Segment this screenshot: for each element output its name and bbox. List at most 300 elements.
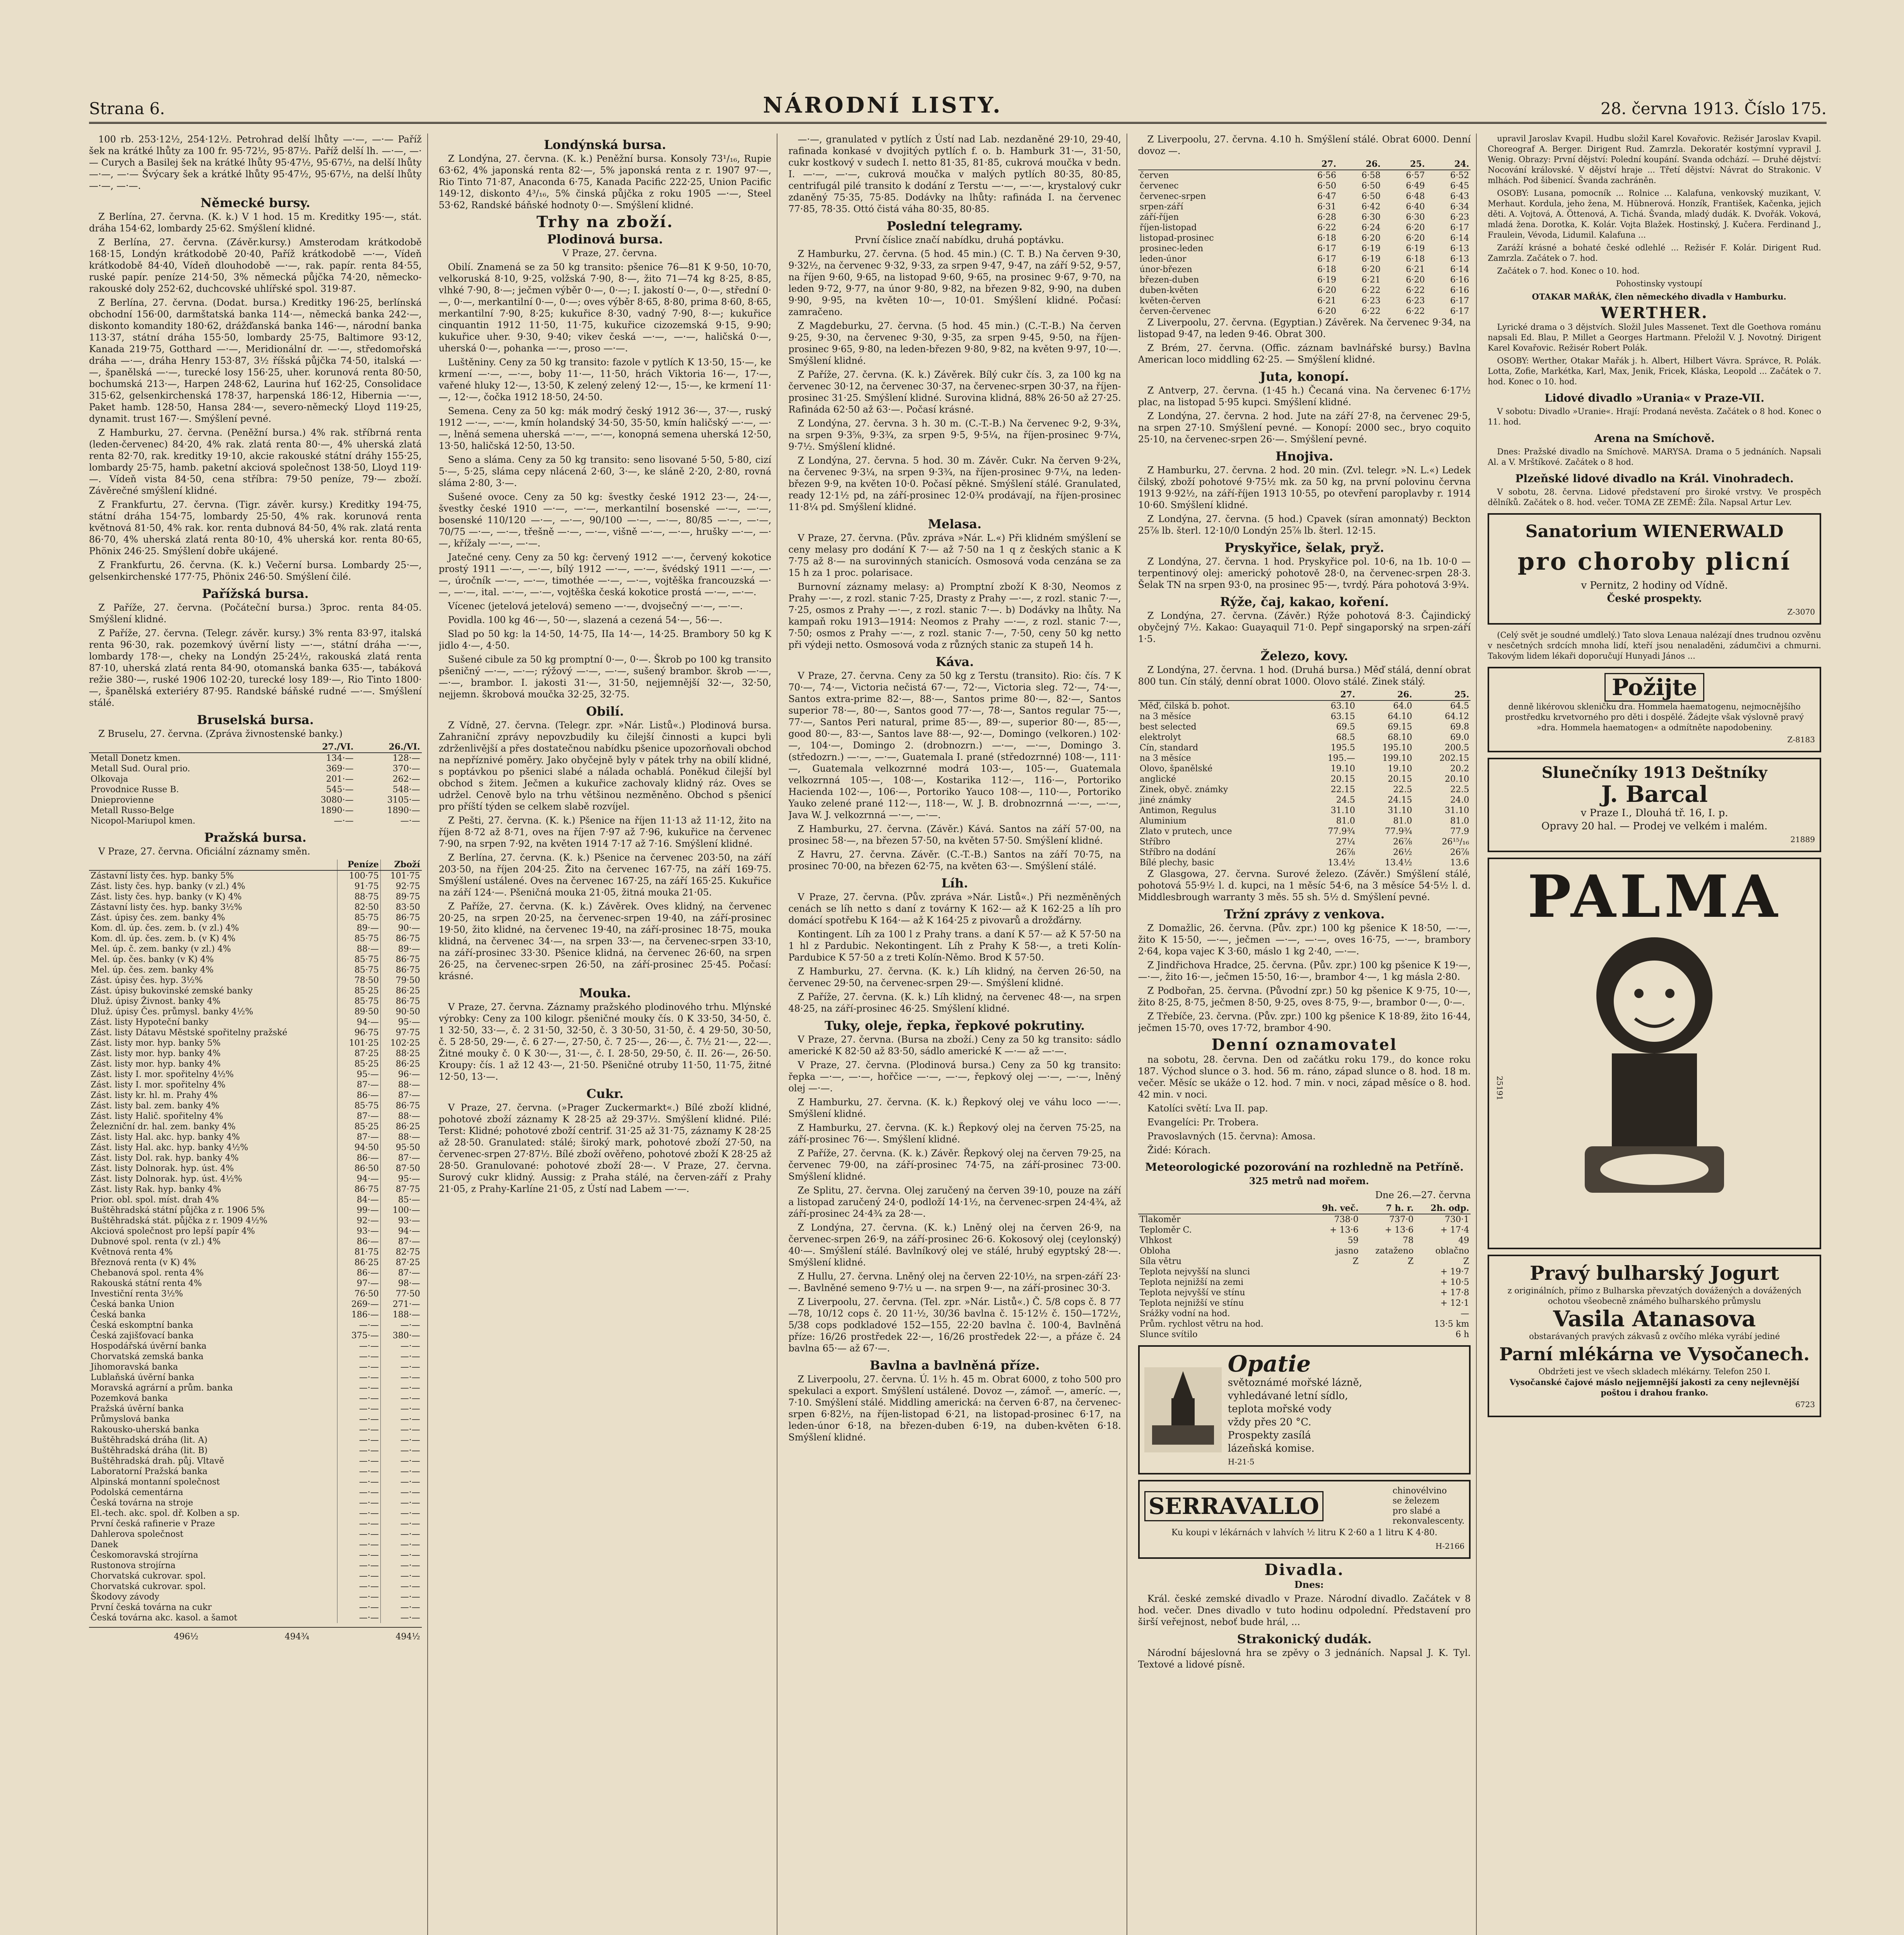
row-value: 86·75 <box>337 1184 381 1195</box>
row-label: červenec-srpen <box>1139 192 1206 201</box>
table-row <box>89 1508 422 1519</box>
row-value: 85·75 <box>337 996 381 1007</box>
row-label: Březnová renta (v K) 4% <box>91 1258 196 1267</box>
row-value: 86·— <box>337 1153 381 1163</box>
table-header: 2h. odp. <box>1415 1203 1471 1214</box>
table-row <box>89 1268 422 1278</box>
table-row <box>89 1226 422 1236</box>
paris-report-2: Z Paříže, 27. června. (Telegr. závěr. kursy.) 3% renta 83·97, italská renta 96·30, rak. pozemkový úvěrní listy —·—, státní dráha —·—, lombardy 178·—, cheky na Londýn 25·24½, rakouská zlatá renta 87·10, uherská zlatá renta 84·90, otomanská banka 635·—, tabáková režie 380·—, ruské 1906 102·20, turecké losy 189·—, Rio Tinto 1800·—, španělská exteriéry 87·95. Randské báňské rudné —·—. Smýšlení stálé. <box>89 628 422 708</box>
palma-name: PALMA <box>1527 863 1782 931</box>
row-value: 6·22 <box>1406 307 1425 316</box>
row-value: 85·25 <box>337 1122 381 1132</box>
table-row <box>89 1539 422 1550</box>
row-value: 188·— <box>380 1310 421 1320</box>
table-header: 27. <box>1293 159 1338 170</box>
table-header: 7 h. r. <box>1360 1203 1415 1214</box>
row-value: 86·75 <box>380 954 421 965</box>
molasses-heading: Melasa. <box>928 517 982 531</box>
table-header: 27. <box>1304 690 1357 700</box>
row-value: 13.4½ <box>1328 858 1355 868</box>
table-row <box>89 1466 422 1477</box>
row-value: —·— <box>337 1362 381 1372</box>
table-row <box>89 1519 422 1529</box>
row-value: 195.5 <box>1330 743 1355 753</box>
row-value: Z <box>1463 1257 1469 1266</box>
table-row <box>89 1007 422 1017</box>
table-header: 9h. več. <box>1307 1203 1360 1214</box>
row-value: 6·47 <box>1317 192 1336 201</box>
row-label: Dluž. úpisy Živnost. banky 4% <box>91 997 221 1006</box>
fats-report-8: Z Hullu, 27. června. Lněný olej na červen 22·10½, na srpen-září 23·—. Bavlněné semeno 9·7½ u —. na srpen 9·—, na září-prosinec 30·3. <box>788 1271 1121 1293</box>
table-row <box>89 1080 422 1090</box>
row-value: Z <box>1407 1257 1414 1266</box>
row-value: 77.9¾ <box>1385 827 1412 836</box>
row-label: První česká továrna na cukr <box>91 1603 212 1612</box>
grain-vienna: Z Vídně, 27. června. (Telegr. zpr. »Nár. Listů«.) Plodinová bursa. Zahraniční zprávy nepovzbudily ku čilejší činnosti a kupci byli zdrženlivější a přes dostatečnou nabídku pšenice upozorňovali obchod na nepříznivé poměry. Jako obyčejně byly v pátek trhy na obilí klidné, s poptávkou po pšenici slabé a nálada ochablá. Poněkud čilejší byl obchod s žitem. Ječmen a kukuřice zachovaly klidný ráz. Oves se udržel. Cenově bylo na trhu většinou nezměněno. Obchod s pšenicí pro příští týden se celkem slabě rozvíjel. <box>438 720 772 812</box>
table-row <box>89 881 422 892</box>
row-value: 13·5 km <box>1434 1319 1469 1329</box>
row-value: —·— <box>380 1372 421 1383</box>
row-value: 20.10 <box>1445 774 1469 784</box>
row-value: + 10·5 <box>1440 1277 1469 1287</box>
pozijte-title: Požijte <box>1604 673 1704 702</box>
row-label: Síla větru <box>1139 1257 1182 1266</box>
row-value: 6·13 <box>1450 244 1469 253</box>
country-jindrichuv-hradec: Z Jindřichova Hradce, 25. června. (Pův. zpr.) 100 kg pšenice K 19·—, —·—, žito 16·—, ječmen 15·50, 16·—, brambor 4·—, 1 kg másla 2·80. <box>1138 960 1471 982</box>
coffee-hamburg: Z Hamburku, 27. června. (Závěr.) Kává. Santos na září 57·00, na prosinec 58·—, na březen 57·50, na květen 57·50. Smýšlení klidné. <box>788 824 1121 846</box>
telegram-london-1: Z Londýna, 27. června. 3 h. 30 m. (C.-T.-B.) Na červenec 9·2, 9·3¾, na srpen 9·3⅝, 9·3¾, za srpen 9·5, 9·5¼, na říjen-prosinec 9·7¼, 9·7½. Smýšlení klidné. <box>788 418 1121 452</box>
grain-paris: Z Paříže, 27. června. (K. k.) Závěrek. Oves klidný, na červenec 20·25, na srpen 20·25, na červenec-srpen 19·40, na září-prosinec 19·50, žito klidné, na červenec 19·40, na září-prosinec 18·75, mouka klidná, na červenec 34·—, na srpen 33·—, na červenec-srpen 33·10, na září-prosinec 33·30. Pšenice klidná, na červenec 26·60, na srpen 26·25, na červenec-srpen 26·50, na září-prosinec 25·45. Počasí: krásné. <box>438 901 772 981</box>
row-label: jiné známky <box>1139 795 1192 805</box>
row-value: 85·75 <box>337 913 381 923</box>
row-label: Průmyslová banka <box>91 1414 170 1424</box>
exchange-intro: 100 rb. 253·12½, 254·12½. Petrohrad delší lhůty —·—, —·— Paříž šek na krátké lhůty za 100 fr. 95·72½, 95·87½. Paříž delší lh. —·—, —·— Curych a Basilej šek na krátké lhůty 95·47½, 95·67½, na delší lhůty —·—, —·— Švýcary šek a krátké lhůty 95·47½, 95·67½, na delší lhůty —·—, —·—. <box>89 134 422 191</box>
row-value: 77.9 <box>1450 827 1469 836</box>
daily-notice-catholic: Katolíci světí: Lva II. pap. <box>1147 1103 1268 1114</box>
table-row <box>1138 275 1471 285</box>
cast-text-4: Začátek o 7. hod. Konec o 10. hod. <box>1497 266 1640 276</box>
jogurt-name: Vasila Atanasova <box>1553 1306 1756 1332</box>
row-value: 6·50 <box>1361 192 1381 201</box>
table-row <box>1138 243 1471 254</box>
row-value: + 12·1 <box>1440 1298 1469 1308</box>
table-row <box>89 1529 422 1539</box>
meteo-date: Dne 26.—27. června <box>1375 1190 1471 1200</box>
row-label: Zinek, obyč. známky <box>1139 785 1228 795</box>
cotton-report: Z Liverpoolu, 27. června. Ú. 1½ h. 45 m. Obrat 6000, z toho 500 pro spekulaci a export. Smýšlení ustálené. Dovoz —, zámoř. —, ameríc. —, 7·10. Smýšlení stálé. Middling americká: na červen 6·87, na červenec-srpen 6·82½, na říjen-listopad 6·21, na listopad-prosinec 6·17, na leden-únor 6·18, na březen-duben 6·19, na duben-květen 6·18. Smýšlení klidné. <box>788 1374 1121 1443</box>
row-value: —·— <box>380 1445 421 1456</box>
row-value: —·— <box>380 1613 421 1623</box>
wienerwald-ad <box>1488 513 1821 625</box>
row-value: 93·— <box>380 1216 421 1226</box>
fats-heading: Tuky, oleje, řepka, řepkové pokrutiny. <box>824 1018 1085 1033</box>
row-label: Zást. listy Hal. akc. hyp. banky 4½% <box>91 1143 248 1152</box>
row-value: 87·— <box>380 1236 421 1247</box>
row-label: červen-červenec <box>1139 307 1211 316</box>
church-illustration <box>1144 1367 1222 1452</box>
table-row <box>1138 191 1471 202</box>
row-value: 6·18 <box>1317 233 1336 243</box>
row-value: 6·45 <box>1450 181 1469 191</box>
prague-report: V Praze, 27. června. Oficiální záznamy směn. <box>98 846 310 857</box>
row-value: 89·75 <box>380 892 421 902</box>
row-value: 87·— <box>380 1268 421 1278</box>
row-value: 86·25 <box>380 1059 421 1069</box>
column-4 <box>1138 134 1477 1935</box>
row-value: 92·75 <box>380 881 421 892</box>
row-label: Prům. rychlost větru na hod. <box>1139 1319 1264 1329</box>
barcal-name: J. Barcal <box>1601 781 1708 807</box>
row-value: 85·25 <box>337 986 381 996</box>
row-label: Moravská agrární a prům. banka <box>91 1383 233 1393</box>
table-header: Zboží <box>380 860 421 870</box>
row-label: Mel. úp. čes. banky (v K) 4% <box>91 955 214 964</box>
row-value: 20.15 <box>1388 774 1412 784</box>
row-value <box>1307 1329 1360 1340</box>
row-value: jasno <box>1336 1246 1359 1256</box>
prague-footer <box>89 1632 422 1642</box>
row-value: 6·16 <box>1450 275 1469 285</box>
grain-heading: Obilí. <box>586 704 624 719</box>
row-value <box>1307 1319 1360 1329</box>
table-row <box>89 1299 422 1310</box>
row-value: —·— <box>337 1425 381 1435</box>
resin-heading: Pryskyřice, šelak, pryž. <box>1224 540 1384 555</box>
row-label: únor-březen <box>1139 265 1192 274</box>
row-value: 93·— <box>337 1226 381 1236</box>
row-label: Lublaňská úvěrní banka <box>91 1373 195 1382</box>
row-value: 24.15 <box>1388 795 1412 805</box>
table-row <box>1138 784 1471 795</box>
table-row <box>89 1320 422 1331</box>
frankfurt-report: Z Frankfurtu, 27. června. (Tigr. závěr. kursy.) Kreditky 194·75, státní dráha 154·75, lombardy 25·50, 4% rak. korunová renta květnová 81·50, 4% rak. kor. renta dubnová 84·50, 4% rak. zlatá renta 86·70, 4% uherská zlatá renta 80·10, 4% uherská kor. renta 80·65, Phönix 246·25. Smýšlení dobře ukájené. <box>89 499 422 557</box>
row-value: 6·30 <box>1361 212 1381 222</box>
grain-berlin: Z Berlína, 27. června. (K. k.) Pšenice na červenec 203·50, na září 203·50, na říjen 204·25. Žito na červenec 167·75, na září 169·75. Smýšlení ustálené. Oves na červenec 167·25, na září 165·25. Kukuřice na září 124·—. Pšeničná mouka 21·05, žitná mouka 21·05. <box>438 852 772 898</box>
row-value: —·— <box>380 1320 421 1331</box>
row-label: Zást. úpisy čes. zem. banky 4% <box>91 913 225 923</box>
row-label: Buštěhradská státní půjčka z r. 1906 5% <box>91 1206 265 1215</box>
row-value: 6·20 <box>1406 233 1425 243</box>
werther-cast: OSOBY: Werther, Otakar Mařák j. h. Albert, Hilbert Vávra. Správce, R. Polák. Lotta, Zofie, Markétka, Karl, Max, Jenik, Fricek, Kláska, Leopold ... Začátek o 7. hod. Konec o 10. hod. <box>1488 356 1821 386</box>
row-value: 6·18 <box>1317 265 1336 274</box>
frankfurt-report-2: Z Frankfurtu, 26. června. (K. k.) Večerní bursa. Lombardy 25·—, gelsenkirchenské 177·75, Phönix 246·50. Smýšlení čilé. <box>89 560 422 582</box>
table-row <box>89 1027 422 1038</box>
row-value: —·— <box>337 1581 381 1592</box>
table-row <box>1138 816 1471 826</box>
prague-bourse-heading: Pražská bursa. <box>204 830 306 845</box>
table-row <box>89 944 422 954</box>
row-label: Jihomoravská banka <box>91 1362 178 1372</box>
row-label: Pozemková banka <box>91 1394 168 1403</box>
row-label: Zást. listy Halič. spořitelny 4% <box>91 1111 223 1121</box>
produce-vetch: Vícenec (jetelová jetelová) semeno —·—, dvojsečný —·—, —·—. <box>448 601 743 611</box>
row-label: Zást. listy čes. hyp. banky (v zl.) 4% <box>91 882 245 891</box>
metals-report: Z Londýna, 27. června. 1 hod. (Druhá bursa.) Měď stálá, denní obrat 800 tun. Cín stálý, denní obrat 1000. Olovo stálé. Zinek stálý. <box>1138 664 1471 687</box>
row-value: 86·— <box>337 1236 381 1247</box>
table-row <box>89 1498 422 1508</box>
row-value: 86·25 <box>337 1257 381 1268</box>
row-value: 87·25 <box>337 1048 381 1059</box>
guest-note: Pohostinsky vystoupí <box>1616 279 1702 288</box>
table-row <box>1138 306 1471 317</box>
row-value: 186·— <box>337 1310 381 1320</box>
table-header: 24. <box>1426 159 1471 170</box>
row-value: —·— <box>380 1435 421 1445</box>
row-label: elektrolyt <box>1139 733 1181 742</box>
row-value: 134·— <box>326 753 354 763</box>
berlin-report-3: Z Berlína, 27. června. (Dodat. bursa.) Kreditky 196·25, berlínská obchodní 156·00, darmštatská banka 114·—, německá banka 242·—, diskonto komandity 180·62, drážďanská banka 146·—, národní banka 113·37, státní dráha 155·50, lombardy 25·75, Baltimore 93·12, Kanada 219·75, Gotthard —·—, Meridionální dr. —·—, středomořská dráha —·—, dráha Henry 153·87, 3½ říšská půjčka 74·50, italská —·—, španělská —·—, turecké losy 156·25, uher. korunová renta 80·50, bochumská 213·—, Harpen 248·62, Laurina huť 162·25, Consolidace 315·62, gelsenkirchenská 178·37, harpenská 186·12, Hibernia —·—, Paket hamb. 128·50, Hansa 284·—, severo-německý Lloyd 119·25, dynamit. trust 167·—. Smýšlení pevné. <box>89 297 422 424</box>
fats-report: V Praze, 27. června. (Bursa na zboží.) Ceny za 50 kg transito: sádlo americké K 82·50 až 83·50, sádlo americké K —·— až —·—. <box>788 1034 1121 1057</box>
table-row <box>89 1393 422 1404</box>
row-value: 101·75 <box>380 870 421 881</box>
row-value: —·— <box>380 1393 421 1404</box>
row-value: 6·21 <box>1361 275 1381 285</box>
row-value: —·— <box>337 1508 381 1519</box>
row-label: Teploměr C. <box>1139 1225 1192 1235</box>
berlin-report-2: Z Berlína, 27. června. (Závěr.kursy.) Amsterodam krátkodobě 168·15, Londýn krátkodobě 20·40, Paříž krátkodobě —·—, Vídeň krátkodobě 84·40, Vídeň dlouhodobě —·—, rak. papír. renta 84·55, ruské papír. peníze 214·50, 3% německá půjčka 74·20, německo-rakouské doly 252·62, duchcovské uhlířské spol. 319·87. <box>89 237 422 294</box>
table-row <box>89 923 422 933</box>
row-label: Teplota nejnižší ve stínu <box>1139 1298 1244 1308</box>
row-label: Kom. dl. úp. čes. zem. b. (v zl.) 4% <box>91 923 239 933</box>
row-label: Dubnové spol. renta (v zl.) 4% <box>91 1237 221 1247</box>
row-label: Dahlerova společnost <box>91 1529 183 1539</box>
row-label: duben-květen <box>1139 286 1199 295</box>
row-value: 6·18 <box>1406 254 1425 264</box>
row-label: na 3 měsíce <box>1139 753 1191 763</box>
row-value: 69.0 <box>1450 733 1469 742</box>
row-label: Zást. listy čes. hyp. banky (v K) 4% <box>91 892 242 902</box>
row-value: 128·— <box>392 753 420 763</box>
hamburg-report: Z Hamburku, 27. června. (Peněžní bursa.) 4% rak. stříbrná renta (leden-červenec) 84·20, 4% rak. zlatá renta 80·—, 4% uherská zlatá renta 82·70, rak. kreditky 19·10, akcie rakouské státní dráhy 155·25, lombardy 25·75, hamb. paketní akciová společnost 138·50, Lloyd 119·—. Vídeň vista 84·50, cena stříbra: 79·50 peníze, 79·— zboží. Závěrečné smýšlení klidné. <box>89 427 422 496</box>
row-value: 78·50 <box>337 975 381 986</box>
jute-heading: Juta, konopí. <box>1260 369 1349 384</box>
row-value: 88·— <box>380 1132 421 1142</box>
jogurt-text-4: Vysočanské čajové máslo nejjemnější jakosti za ceny nejlevnější poštou i drahou franko. <box>1509 1377 1800 1397</box>
row-label: Slunce svítilo <box>1139 1330 1198 1339</box>
row-label: Mel. úp. č. zem. banky (v zl.) 4% <box>91 944 231 954</box>
row-value: 6·17 <box>1450 223 1469 233</box>
table-row <box>89 1278 422 1289</box>
row-label: září-říjen <box>1139 212 1179 222</box>
row-label: Metall Donetz kmen. <box>91 753 181 763</box>
play-title: Strakonický dudák. <box>1237 1632 1372 1646</box>
table-row <box>89 1560 422 1571</box>
table-row <box>1138 732 1471 743</box>
row-label: Provodnice Russe B. <box>91 785 179 795</box>
cotton-heading: Bavlna a bavlněná příze. <box>870 1358 1040 1373</box>
row-label: Buštěhradská drah. půj. Vltavě <box>91 1456 224 1466</box>
barcal-sub: Opravy 20 hal. — Prodej ve velkém i malém. <box>1541 820 1768 832</box>
jute-report: Z Antverp, 27. června. (1·45 h.) Čecaná vina. Na červenec 6·17½ plac, na listopad 5·95 kupci. Smýšlení klidné. <box>1138 385 1471 408</box>
row-value: 85·75 <box>337 1101 381 1111</box>
row-value: 92·— <box>337 1216 381 1226</box>
row-value: —·— <box>337 1592 381 1602</box>
row-value: 6·20 <box>1317 286 1336 295</box>
row-value: 1890·— <box>387 806 420 815</box>
row-value <box>1307 1308 1360 1319</box>
table-row <box>89 1341 422 1351</box>
row-value: 86·75 <box>380 933 421 944</box>
column-5 <box>1488 134 1827 1935</box>
ad-code: H-2166 <box>1435 1541 1465 1551</box>
row-value: 1890·— <box>320 806 354 815</box>
opatie-line: vyhledávané letní sídlo, <box>1228 1390 1348 1402</box>
daily-notice-orthodox: Pravoslavných (15. června): Amosa. <box>1147 1131 1316 1142</box>
table-row <box>1138 700 1471 711</box>
row-value: 100·— <box>380 1205 421 1216</box>
row-label: květen-červen <box>1139 296 1201 306</box>
coffee-report: V Praze, 27. června. Ceny za 50 kg z Terstu (transito). Rio: čís. 7 K 70·—, 74·—, Victoria nečistá 67·—, 72·—, Victoria sleg. 72·—, 74·—, Santos extra-prime 82·—, 88·—, Santos prime 80·—, 82·—, Santos superior 78·—, 80·—, Santos good 77·—, 78·—, Santos regular 75·—, 77·—, Santos Peri natural, prime 85·—, 89·—, superior 80·—, 85·—, good 80·—, 83·—, Santos lave 88·—, 92·—, Domingo (velkoren.) 102·—, 104·—, Domingo 2. (drobnozrn.) —·—, —·—, Domingo 3. (středozrn.) —·—, —·—, Guatemala I. prané (středozrnné) 108·—, 111·—, Guatemala velkozrnné modrá 103·—, 105·—, Guatemala velkozrnná 105·—, 108·—, Kostarika 112·—, 116·—, Portoriko Hacienda 102·—, 106·—, Portoriko Yauco 108·—, 110·—, Portoriko Yauko zelené prané 112·—, 118·—, W. J. B. drobnozrnná —·—, —·—, Java W. J. velkozrnná —·—, —·—. <box>788 670 1121 820</box>
row-label: Dluž. úpisy Čes. průmysl. banky 4½% <box>91 1007 253 1017</box>
row-value: —·— <box>337 1539 381 1550</box>
row-value: 730·1 <box>1445 1215 1469 1224</box>
row-value: 6·52 <box>1450 171 1469 180</box>
row-value <box>1360 1288 1415 1298</box>
jogurt-brand: Parní mlékárna ve Vysočanech. <box>1499 1344 1810 1365</box>
row-value <box>1307 1288 1360 1298</box>
row-label: leden-únor <box>1139 254 1187 264</box>
row-value: 26¹⁵/₁₆ <box>1442 837 1469 847</box>
sugar-report: V Praze, 27. června. (»Prager Zuckermarkt«.) Bílé zboží klidné, pohotové zboží záznamy K 28·25 až 29·37½. Smýšlení klidné. Pilé: Terst: Klidné; pohotové zboží centrif. 31·25 až 31·75, záznamy K 28·25 až 28·50. Granulated: stálé; široký mark, pohotové zboží 27·50, na červenec-srpen 27·87½. Bílé zboží ověřeno, pohotové zboží K 28·25 až 28·50. Granulované: pohotové zboží 28·—. V Praze, 27. června. Surový cukr klidný. Aussig: z Praha stálé, na červen-září z Prahy 21·05, z Prahy-Karlíne 21·05, z Ústí nad Labem —·—. <box>438 1102 772 1194</box>
table-row <box>89 1351 422 1362</box>
jogurt-text: z originálních, přímo z Bulharska převzatých dovážených a dovážených ochotou všeobecně známého bulharského průmyslu <box>1507 1286 1801 1306</box>
opatie-line: Prospekty zasílá <box>1228 1430 1311 1441</box>
row-label: Kom. dl. úp. čes. zem. b. (v K) 4% <box>91 934 236 944</box>
row-value: 200.5 <box>1445 743 1469 753</box>
row-value: —·— <box>380 1539 421 1550</box>
table-row <box>1138 181 1471 191</box>
row-label: Česká továrna akc. kasol. a šamot <box>91 1613 238 1623</box>
serravallo-line: se železem <box>1392 1496 1440 1506</box>
row-value: 6·28 <box>1317 212 1336 222</box>
row-value: 97·— <box>337 1278 381 1289</box>
daily-notice-jewish: Židé: Kórach. <box>1147 1145 1211 1156</box>
row-value: —·— <box>380 1456 421 1466</box>
row-value: —·— <box>380 1466 421 1477</box>
plzen-text: V sobotu, 28. června. Lidové představení pro široké vrstvy. Ve prospěch dělníků. Začátek o 8. hod. večer. TOMA ZE ZEMĚ: Žíla. Napsal Artur Lev. <box>1488 487 1821 507</box>
row-value: 6·20 <box>1317 307 1336 316</box>
table-row <box>1138 223 1471 233</box>
row-value: —·— <box>380 1362 421 1372</box>
row-value: 3080·— <box>320 795 354 805</box>
table-row <box>89 1362 422 1372</box>
row-value: 6·19 <box>1361 254 1381 264</box>
row-label: Zást. listy Dolnorak. hyp. úst. 4½% <box>91 1174 242 1184</box>
row-value: 81·75 <box>337 1247 381 1257</box>
row-value: —·— <box>337 1477 381 1487</box>
table-header: 27./VI. <box>289 742 355 753</box>
row-value: 201·— <box>326 774 354 784</box>
row-value: 88·25 <box>380 1048 421 1059</box>
table-row <box>1138 233 1471 243</box>
goods-markets-heading: Trhy na zboží. <box>536 213 674 231</box>
row-value: —·— <box>380 1602 421 1613</box>
liverpool-egyptian: Z Liverpoolu, 27. června. (Egyptian.) Závěrek. Na červenec 9·34, na listopad 9·47, na leden 9·46. Obrat 300. <box>1138 317 1471 339</box>
table-row <box>89 1404 422 1414</box>
table-header: Peníze <box>337 860 381 870</box>
fats-report-7: Z Londýna, 27. června. (K. k.) Lněný olej na červen 26·9, na červenec-srpen 26·9, na září-prosinec 26·6. Kokosový olej (ceylonský) 40·—. Smýšlení stálé. Bavlníkový olej ve stálé, hrubý egyptský 28·—. Smýšlení klidné. <box>788 1222 1121 1268</box>
row-label: Obloha <box>1139 1246 1171 1256</box>
row-label: Teplota nejvyšší na slunci <box>1139 1267 1250 1277</box>
table-row <box>1138 753 1471 764</box>
pozijte-text: denně likérovou skleničku dra. Hommela haematogenu, nejmocnějšího prostředku krvetvorného pro děti i dospělé. Žádejte však výslovně pravý »dra. Hommela haematogen« a odmítněte napodobeniny. <box>1505 702 1804 732</box>
row-label: říjen-listopad <box>1139 223 1197 233</box>
row-value: 6·19 <box>1406 244 1425 253</box>
table-row <box>89 996 422 1007</box>
row-value: 6·57 <box>1406 171 1425 180</box>
row-value: —·— <box>380 1383 421 1393</box>
table-row <box>1138 795 1471 805</box>
row-value: 375·— <box>337 1331 381 1341</box>
row-value: 380·— <box>380 1331 421 1341</box>
row-value: —·— <box>380 1508 421 1519</box>
row-value: —·— <box>380 1414 421 1425</box>
row-value: 199.10 <box>1382 753 1412 763</box>
table-row <box>89 1122 422 1132</box>
table-row <box>89 1581 422 1592</box>
table-row <box>89 1048 422 1059</box>
row-value: —·— <box>337 1320 381 1331</box>
row-value: 6·22 <box>1361 307 1381 316</box>
row-value: 94·50 <box>337 1142 381 1153</box>
table-row <box>89 1142 422 1153</box>
row-value: 78 <box>1402 1236 1414 1245</box>
row-value: 195.— <box>1327 753 1355 763</box>
row-label: Aluminium <box>1139 816 1187 826</box>
row-value: —·— <box>380 1351 421 1362</box>
footer-value: 494½ <box>396 1632 420 1642</box>
table-header <box>89 860 337 870</box>
table-row <box>89 1205 422 1216</box>
row-value: 77.9¾ <box>1328 827 1355 836</box>
table-row <box>89 805 422 816</box>
ad-code: 6723 <box>1795 1400 1815 1409</box>
serravallo-name: SERRAVALLO <box>1144 1491 1324 1521</box>
row-value: 86·75 <box>380 913 421 923</box>
coffee-havre: Z Havru, 27. června. Závěr. (C.-T.-B.) Santos na září 70·75, na prosinec 70·00, na březen 62·75, na květen 63·—. Smýšlení stálé. <box>788 849 1121 872</box>
serravallo-line: chinovélvino <box>1392 1486 1447 1496</box>
row-label: Zást. listy Hal. akc. hyp. banky 4% <box>91 1132 240 1142</box>
row-value: 87·— <box>380 1090 421 1101</box>
row-value: 195.10 <box>1382 743 1412 753</box>
row-value: 6·19 <box>1317 275 1336 285</box>
wienerwald-title: Sanatorium WIENERWALD <box>1525 522 1784 541</box>
table-row <box>89 870 422 881</box>
row-value: 95·— <box>380 1174 421 1184</box>
row-label: Zást. listy mor. hyp. banky 4% <box>91 1049 221 1058</box>
row-value: 24.0 <box>1450 795 1469 805</box>
table-row <box>89 1289 422 1299</box>
german-bourses-heading: Německé bursy. <box>200 195 310 210</box>
table-row <box>1138 711 1471 722</box>
row-value: —·— <box>337 1602 381 1613</box>
berlin-report-1: Z Berlína, 27. června. (K. k.) V 1 hod. 15 m. Kreditky 195·—, stát. dráha 154·62, lombardy 25·62. Smýšlení klidné. <box>89 211 422 234</box>
row-label: Česká banka <box>91 1310 146 1320</box>
row-value: —·— <box>380 1592 421 1602</box>
row-value: 6·16 <box>1450 286 1469 295</box>
table-header: 25. <box>1382 159 1426 170</box>
row-value: 85·75 <box>337 933 381 944</box>
table-row <box>1138 1277 1471 1288</box>
row-label: Květnová renta 4% <box>91 1247 173 1257</box>
row-value <box>1360 1308 1415 1319</box>
country-markets-heading: Tržní zprávy z venkova. <box>1224 907 1385 921</box>
table-row <box>89 1163 422 1174</box>
row-value: 98·— <box>380 1278 421 1289</box>
row-value: —·— <box>337 1383 381 1393</box>
jogurt-text-3: Obdržeti jest ve všech skladech mlékárny. Telefon 250 I. <box>1538 1367 1770 1376</box>
row-label: Škodovy závody <box>91 1592 159 1602</box>
